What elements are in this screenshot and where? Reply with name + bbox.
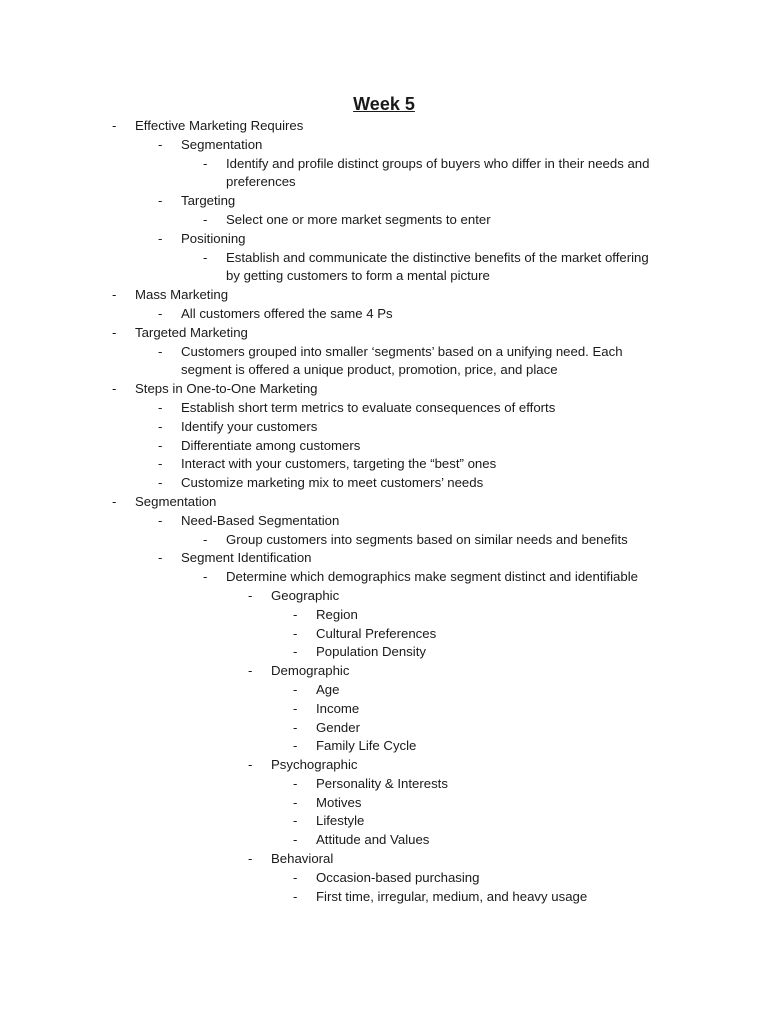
list-item-text (135, 324, 248, 343)
bullet-dash: - (112, 324, 117, 340)
bullet-dash: - (293, 832, 298, 848)
list-item-line: Personality & Interests (316, 775, 448, 791)
list-item (0, 606, 768, 625)
list-item (0, 418, 768, 437)
list-item (0, 568, 768, 587)
list-item-line: Population Density (316, 644, 426, 660)
list-item-line: Identify and profile distinct groups of buyers who differ in their needs and (226, 155, 650, 171)
list-item (0, 888, 768, 907)
bullet-dash: - (158, 305, 163, 321)
list-item-line: Segmentation (181, 136, 263, 152)
bullet-dash: - (203, 531, 208, 547)
list-item-text (316, 869, 479, 888)
list-item-line: by getting customers to form a mental picture (226, 268, 490, 284)
list-item-text (181, 305, 393, 324)
bullet-dash: - (248, 587, 253, 603)
list-item-line: First time, irregular, medium, and heavy usage (316, 888, 588, 904)
list-item (0, 700, 768, 719)
list-item (0, 512, 768, 531)
list-item (0, 775, 768, 794)
list-item-line: Targeting (181, 193, 236, 209)
list-item-text (181, 455, 496, 474)
list-item (0, 812, 768, 831)
list-item (0, 474, 768, 493)
bullet-dash: - (203, 249, 208, 265)
list-item-text (135, 493, 216, 512)
bullet-dash: - (293, 813, 298, 829)
bullet-dash: - (158, 343, 163, 359)
list-item-line: Effective Marketing Requires (135, 118, 304, 133)
bullet-dash: - (293, 794, 298, 810)
list-item-text (181, 549, 312, 568)
list-item (0, 850, 768, 869)
bullet-dash: - (248, 851, 253, 867)
list-item-text (316, 831, 429, 850)
list-item-line: Identify your customers (181, 418, 318, 434)
list-item (0, 869, 768, 888)
list-item-line: Customers grouped into smaller ‘segments’ based on a unifying need. Each (181, 343, 623, 359)
bullet-dash: - (293, 606, 298, 622)
list-item-text (181, 136, 262, 155)
list-item (0, 192, 768, 211)
list-item (0, 343, 768, 381)
list-item-text (316, 606, 358, 625)
list-item-line: Age (316, 681, 340, 697)
bullet-dash: - (112, 493, 117, 509)
list-item (0, 643, 768, 662)
list-item (0, 211, 768, 230)
list-item-text (316, 643, 426, 662)
bullet-dash: - (293, 681, 298, 697)
list-item-text (316, 812, 364, 831)
bullet-dash: - (203, 569, 208, 585)
list-item-text (316, 737, 416, 756)
list-item-text (181, 474, 483, 493)
bullet-dash: - (158, 399, 163, 415)
list-item-line: Establish short term metrics to evaluate consequences of efforts (181, 399, 556, 415)
list-item-line: preferences (226, 174, 296, 190)
list-item-text (316, 794, 361, 813)
list-item-line: Lifestyle (316, 813, 365, 829)
bullet-dash: - (293, 700, 298, 716)
list-item-text (316, 775, 448, 794)
list-item (0, 794, 768, 813)
bullet-dash: - (158, 136, 163, 152)
bullet-dash: - (248, 663, 253, 679)
list-item-text (271, 587, 339, 606)
bullet-dash: - (158, 475, 163, 491)
list-item-line: Segmentation (135, 493, 217, 509)
bullet-dash: - (158, 418, 163, 434)
list-item-text (181, 192, 235, 211)
list-item (0, 531, 768, 550)
list-item-text (226, 155, 649, 193)
list-item-line: Cultural Preferences (316, 625, 437, 641)
list-item-line: Establish and communicate the distinctive benefits of the market offering (226, 249, 649, 265)
bullet-dash: - (293, 644, 298, 660)
list-item (0, 136, 768, 155)
list-item-line: Group customers into segments based on similar needs and benefits (226, 531, 628, 547)
list-item-line: Need-Based Segmentation (181, 512, 340, 528)
bullet-dash: - (112, 287, 117, 303)
list-item-line: Motives (316, 794, 362, 810)
bullet-dash: - (112, 118, 117, 133)
bullet-dash: - (248, 757, 253, 773)
list-item-line: Demographic (271, 663, 350, 679)
list-item (0, 380, 768, 399)
list-item-text (316, 719, 360, 738)
list-item-text (226, 568, 638, 587)
list-item (0, 155, 768, 193)
list-item-text (181, 343, 623, 381)
bullet-dash: - (203, 155, 208, 171)
bullet-dash: - (203, 211, 208, 227)
list-item (0, 286, 768, 305)
bullet-outline (0, 117, 768, 906)
list-item-line: Mass Marketing (135, 287, 229, 303)
list-item-line: Region (316, 606, 358, 622)
list-item (0, 249, 768, 287)
list-item (0, 756, 768, 775)
list-item-text (316, 681, 339, 700)
bullet-dash: - (112, 381, 117, 397)
list-item (0, 549, 768, 568)
bullet-dash: - (158, 512, 163, 528)
list-item-text (181, 512, 339, 531)
list-item-line: Psychographic (271, 757, 358, 773)
bullet-dash: - (158, 193, 163, 209)
list-item-line: Segment Identification (181, 550, 312, 566)
bullet-dash: - (293, 775, 298, 791)
list-item-line: Income (316, 700, 360, 716)
list-item (0, 662, 768, 681)
list-item-line: Family Life Cycle (316, 738, 417, 754)
list-item-line: Determine which demographics make segment distinct and identifiable (226, 569, 638, 585)
list-item (0, 324, 768, 343)
list-item-line: Customize marketing mix to meet customers’ needs (181, 475, 484, 491)
list-item (0, 737, 768, 756)
list-item-text (181, 230, 246, 249)
list-item-text (271, 850, 333, 869)
bullet-dash: - (158, 456, 163, 472)
list-item-text (271, 756, 358, 775)
list-item-line: Select one or more market segments to enter (226, 211, 491, 227)
list-item-line: Occasion-based purchasing (316, 869, 480, 885)
list-item (0, 719, 768, 738)
list-item (0, 437, 768, 456)
list-item-text (135, 117, 303, 136)
list-item-text (135, 380, 318, 399)
bullet-dash: - (293, 719, 298, 735)
list-item-line: Geographic (271, 587, 340, 603)
list-item-line: All customers offered the same 4 Ps (181, 305, 393, 321)
list-item-line: Steps in One-to-One Marketing (135, 381, 318, 397)
bullet-dash: - (158, 230, 163, 246)
list-item (0, 230, 768, 249)
list-item-text (181, 437, 360, 456)
list-item (0, 587, 768, 606)
list-item (0, 399, 768, 418)
list-item-text (135, 286, 228, 305)
list-item (0, 831, 768, 850)
list-item-line: Interact with your customers, targeting the “best” ones (181, 456, 497, 472)
list-item (0, 625, 768, 644)
list-item-line: Positioning (181, 230, 246, 246)
list-item (0, 455, 768, 474)
page-title: Week 5 (353, 94, 415, 114)
list-item-text (181, 418, 317, 437)
list-item-line: Behavioral (271, 851, 334, 867)
list-item (0, 681, 768, 700)
list-item (0, 493, 768, 512)
bullet-dash: - (293, 738, 298, 754)
list-item-text (316, 625, 436, 644)
bullet-dash: - (293, 625, 298, 641)
list-item-line: segment is offered a unique product, promotion, price, and place (181, 362, 558, 378)
bullet-dash: - (293, 869, 298, 885)
list-item-line: Attitude and Values (316, 832, 430, 848)
list-item (0, 305, 768, 324)
list-item-text (226, 249, 649, 287)
bullet-dash: - (158, 437, 163, 453)
bullet-dash: - (293, 888, 298, 904)
list-item-text (271, 662, 349, 681)
list-item-text (226, 211, 491, 230)
list-item-text (181, 399, 555, 418)
list-item-line: Gender (316, 719, 360, 735)
list-item-text (316, 888, 587, 907)
list-item-text (316, 700, 359, 719)
list-item-line: Differentiate among customers (181, 437, 361, 453)
list-item-text (226, 531, 628, 550)
list-item-line: Targeted Marketing (135, 324, 248, 340)
bullet-dash: - (158, 550, 163, 566)
list-item (0, 117, 768, 136)
